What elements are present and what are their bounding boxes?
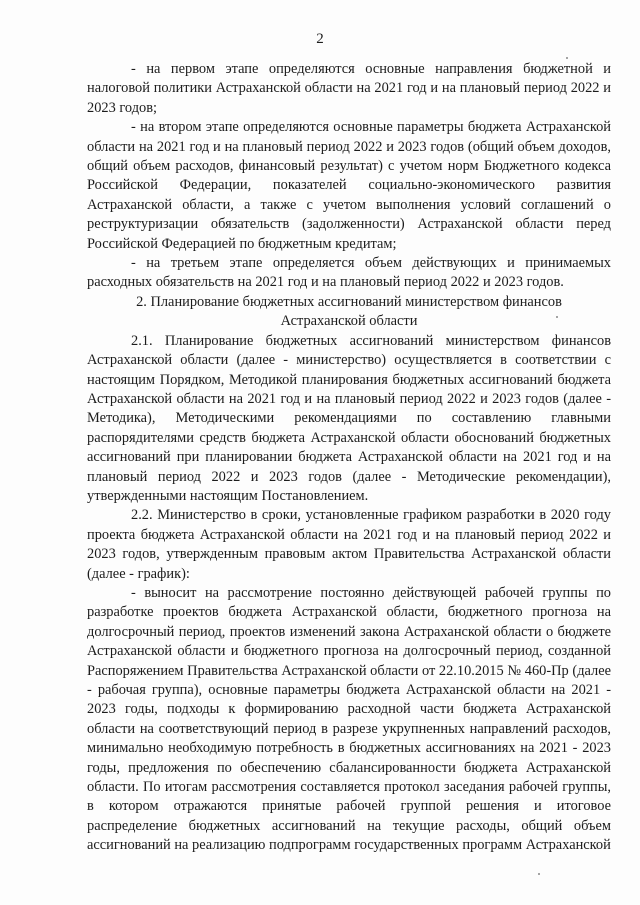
paragraph-2-2: 2.2. Министерство в сроки, установленные графиком разработки в 2020 году проекта бюджета Астраханской области на 2021 год и на плановый период 2022 и 2023 годов, утвержденным правовым актом Правительства Астраханской области (далее - график): (87, 507, 611, 582)
paragraph-stage-3: - на третьем этапе определяется объем действующих и принимаемых расходных обязательств на 2021 год и на плановый период 2022 и 2023 годов. (87, 255, 611, 291)
paragraph-stage-1: - на первом этапе определяются основные направления бюджетной и налоговой политики Астраханской области на 2021 год и на плановый период 2022 и 2023 годов; (87, 61, 611, 116)
section-heading: 2. Планирование бюджетных ассигнований министерством финансов Астраханской области (136, 293, 562, 330)
paragraph-2-2-item: - выносит на рассмотрение постоянно действующей рабочей группы по разработке проектов бюджета Астраханской области, бюджетного прогноза на долгосрочный период, проектов изменений закона Астраханской области о бюджете Астраханской области и бюджетного прогноза на долгосрочный период, созданной Распоряжением Правительства Астраханской области от 22.10.2015 № 460-Пр (далее - рабочая группа), основные параметры бюджета Астраханской области на 2021 - 2023 годы, подходы к формированию расходной части бюджета Астраханской области на соответствующий период в разрезе укрупненных направлений расходов, минимально необходимую потребность в бюджетных ассигнованиях на 2021 - 2023 годы, предложения по обеспечению сбалансированности бюджета Астраханской области. По итогам рассмотрения составляется протокол заседания рабочей группы, в котором отражаются принятые рабочей группой решения и итоговое распределение бюджетных ассигнований на текущие расходы, общий объем ассигнований на реализацию подпрограмм государственных программ Астраханской (87, 584, 611, 854)
paragraph-2-1: 2.1. Планирование бюджетных ассигнований министерством финансов Астраханской области (далее - министерство) осуществляется в соответствии с настоящим Порядком, Методикой планирования бюджетных ассигнований бюджета Астраханской области на 2021 год и на плановый период 2022 и 2023 годов (далее - Методика), Методическими рекомендациями по составлению главными распорядителями средств бюджета Астраханской области обоснований бюджетных ассигнований при планировании бюджета Астраханской области на 2021 год и на плановый период 2022 и 2023 годов (далее - Методические рекомендации), утвержденными настоящим Постановлением. (87, 332, 611, 504)
document-body (87, 60, 611, 856)
page-number: 2 (316, 31, 324, 47)
scan-speck (556, 316, 558, 318)
scan-speck (566, 57, 568, 59)
paragraph-stage-2: - на втором этапе определяются основные параметры бюджета Астраханской области на 2021 год и на плановый период 2022 и 2023 годов (общий объем доходов, общий объем расходов, финансовый результат) с учетом норм Бюджетного кодекса Российской Федерации, показателей социально-экономического развития Астраханской области, а также с учетом выполнения условий соглашений о реструктуризации обязательств (задолженности) Астраханской области перед Российской Федерацией по бюджетным кредитам; (87, 119, 611, 252)
scan-speck (538, 873, 540, 875)
